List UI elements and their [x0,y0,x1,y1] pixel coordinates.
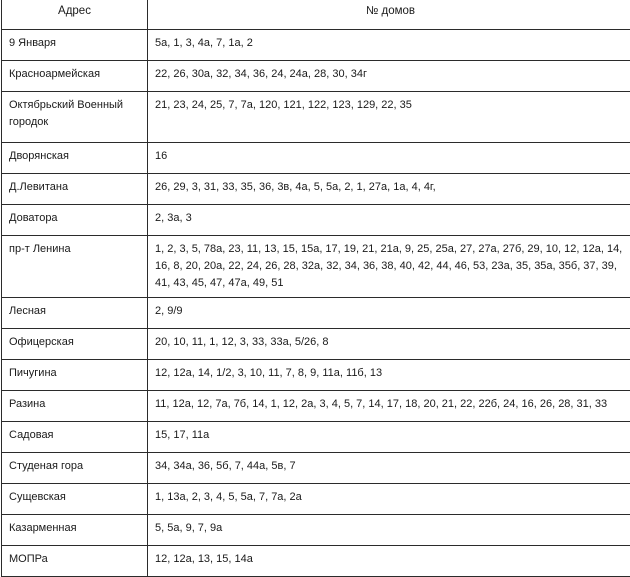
street-cell: Студеная гора [2,453,148,484]
table-row [2,329,630,360]
house-numbers-cell: 2, 3а, 3 [148,205,630,236]
house-numbers-cell: 2, 9/9 [148,298,630,329]
street-cell: Д.Левитана [2,174,148,205]
street-cell: Сущевская [2,484,148,515]
table-row [2,30,630,61]
table-row [2,546,630,577]
house-numbers-cell: 20, 10, 11, 1, 12, 3, 33, 33а, 5/26, 8 [148,329,630,360]
street-cell: Казарменная [2,515,148,546]
house-numbers-cell: 12, 12а, 13, 15, 14а [148,546,630,577]
street-cell: пр-т Ленина [2,236,148,298]
street-cell: Офицерская [2,329,148,360]
house-numbers-cell: 5, 5а, 9, 7, 9а [148,515,630,546]
table-row [2,360,630,391]
house-numbers-cell: 26, 29, 3, 31, 33, 35, 36, 3в, 4а, 5, 5а, 2, 1, 27а, 1а, 4, 4г, [148,174,630,205]
street-cell: Садовая [2,422,148,453]
table-row [2,174,630,205]
address-table [1,0,630,577]
table-row [2,391,630,422]
house-numbers-cell: 1, 2, 3, 5, 78а, 23, 11, 13, 15, 15а, 17, 19, 21, 21а, 9, 25, 25а, 27, 27а, 27б, 29, 10, 12, 12а, 14, 16, 8, 20, 20а, 22, 24, 26, 28, 32а, 32, 34, 36, 38, 40, 42, 44, 46, 53, 23а, 35, 35а, 35б, 37, 39, 41, 43, 45, 47, 47а, 49, 51 [148,236,630,298]
street-cell: Октябрьский Военный городок [2,92,148,143]
table-header-row [2,0,630,30]
header-house-numbers: № домов [148,0,630,30]
house-numbers-cell: 11, 12а, 12, 7а, 7б, 14, 1, 12, 2а, 3, 4, 5, 7, 14, 17, 18, 20, 21, 22, 22б, 24, 16, 26, 28, 31, 33 [148,391,630,422]
street-cell: Лесная [2,298,148,329]
table-row [2,484,630,515]
table-row [2,143,630,174]
house-numbers-cell: 15, 17, 11а [148,422,630,453]
table-row [2,61,630,92]
street-cell: Красноармейская [2,61,148,92]
street-cell: Доватора [2,205,148,236]
table-row [2,205,630,236]
house-numbers-cell: 16 [148,143,630,174]
table-row [2,453,630,484]
house-numbers-cell: 5а, 1, 3, 4а, 7, 1а, 2 [148,30,630,61]
table-row [2,92,630,143]
table-row [2,236,630,298]
house-numbers-cell: 22, 26, 30а, 32, 34, 36, 24, 24а, 28, 30, 34г [148,61,630,92]
header-address: Адрес [2,0,148,30]
house-numbers-cell: 12, 12а, 14, 1/2, 3, 10, 11, 7, 8, 9, 11а, 11б, 13 [148,360,630,391]
street-cell: 9 Января [2,30,148,61]
street-cell: Пичугина [2,360,148,391]
table-row [2,298,630,329]
street-cell: МОПРа [2,546,148,577]
house-numbers-cell: 21, 23, 24, 25, 7, 7а, 120, 121, 122, 123, 129, 22, 35 [148,92,630,143]
street-cell: Разина [2,391,148,422]
table-row [2,515,630,546]
table-row [2,422,630,453]
street-cell: Дворянская [2,143,148,174]
house-numbers-cell: 1, 13а, 2, 3, 4, 5, 5а, 7, 7а, 2а [148,484,630,515]
house-numbers-cell: 34, 34а, 36, 5б, 7, 44а, 5в, 7 [148,453,630,484]
